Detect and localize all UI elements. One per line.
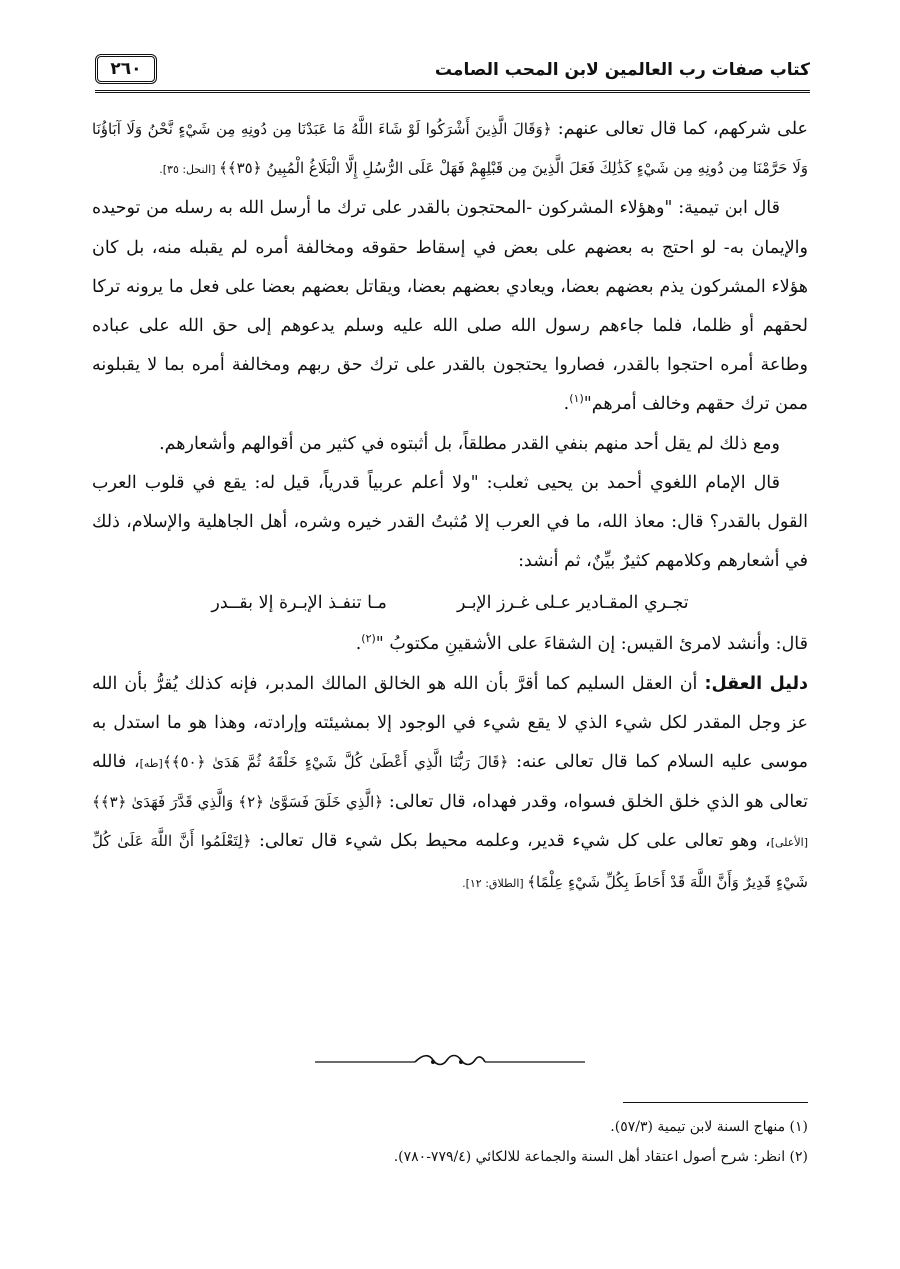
paragraph-rational-proof [92,665,808,903]
footnote-1: (١) منهاج السنة لابن تيمية (٥٧/٣). [610,1119,808,1135]
paragraph-imru-al-qays [92,625,808,664]
imru-al-qays-quote: قال: وأنشد لامرئ القيس: إن الشقاءَ على الأشقينِ مكتوبُ " [375,634,808,655]
quran-verse-ala: ﴿الَّذِي خَلَقَ فَسَوَّىٰ ﴿٢﴾ وَالَّذِي قَدَّرَ فَهَدَىٰ ﴿٣﴾﴾ [92,793,384,812]
poem-first-hemistich: تجـري المقـادير عـلى غـرز الإبـر [456,593,689,614]
main-text [92,110,808,903]
verse-reference-taha: [طه] [139,757,163,771]
paragraph-intro: على شركهم، كما قال تعالى عنهم: [551,119,808,139]
footnotes [92,1112,808,1172]
verse-reference-nahl: [النحل: ٣٥]. [159,163,220,177]
poem-verse [92,581,808,625]
quran-verse-taha: ﴿قَالَ رَبُّنَا الَّذِي أَعْطَىٰ كُلَّ شَيْءٍ خَلْقَهُ ثُمَّ هَدَىٰ ﴿٥٠﴾﴾ [162,753,509,772]
paragraph-no-denial: ومع ذلك لم يقل أحد منهم بنفي القدر مطلقاً، بل أثبتوه في كثير من أقوالهم وأشعارهم. [159,433,780,454]
ibn-taymiyyah-quote: قال ابن تيمية: "وهؤلاء المشركون -المحتجون بالقدر على ترك ما أرسل الله به رسله من توحيده والإيمان به- لو احتج به بعضهم على بعض في إسقاط حقوقه ومخالفة أمره لم يقبله منه، بل كان هؤلاء المشركون يذم بعضهم بعضا، ويعادي بعضهم بعضا، ويقاتل بعضهم بعضا على فعل ما يرونه تركا لحقهم أو ظلما، فلما جاءهم رسول الله صلى الله عليه وسلم يدعوهم إلى حق الله على عباده وطاعة أمره احتجوا بالقدر، فصاروا يحتجون بالقدر على ترك حق ربهم ومخالفة أمره بما لا يقبلونه ممن ترك حقهم وخالف أمرهم" [92,198,808,415]
paragraph-verse-nahl [92,110,808,189]
quran-verse-nahl: ﴿وَقَالَ الَّذِينَ أَشْرَكُوا لَوْ شَاءَ اللَّهُ مَا عَبَدْنَا مِن دُونِهِ مِن شَيْءٍ نَّحْنُ وَلَا آبَاؤُنَا وَلَا حَرَّمْنَا مِن دُونِهِ مِن شَيْءٍ كَذَٰلِكَ فَعَلَ الَّذِينَ مِن قَبْلِهِمْ فَهَلْ عَلَى الرُّسُلِ إِلَّا الْبَلَاغُ الْمُبِينُ ﴿٣٥﴾﴾ [92,120,808,178]
page-number: ٢٦٠ [95,54,157,84]
quote-end: . [355,634,362,655]
page-header [95,48,810,93]
verse-reference-talaq: [الطلاق: ١٢]. [462,876,528,890]
swirl-divider-icon [315,1050,585,1074]
paragraph-ibn-taymiyyah [92,189,808,424]
footnote-marker-1: (١) [569,392,584,406]
rational-proof-text-c: ، وهو تعالى على كل شيء قدير، وعلمه محيط بكل شيء قال تعالى: [251,831,771,852]
poem-second-hemistich: مـا تنفـذ الإبـرة إلا بقــدر [211,593,387,614]
rational-proof-label: دليل العقل: [704,673,808,694]
footnote-separator [623,1102,808,1103]
paragraph-thalab: قال الإمام اللغوي أحمد بن يحيى ثعلب: "ولا أعلم عربياً قدرياً، قيل له: يقع في قلوب العرب القول بالقدر؟ قال: معاذ الله، ما في العرب إلا مُثبتُ القدر خيره وشره، أهل الجاهلية والإسلام، ذلك في أشعارهم وكلامهم كثيرٌ بيِّنٌ، ثم أنشد: [92,472,808,572]
footnote-marker-2: (٢) [361,632,376,646]
verse-reference-ala: [الأعلى] [770,836,808,850]
rational-proof-text-b: ، فالله تعالى هو الذي خلق الخلق فسواه، وقدر فهداه، قال تعالى: [92,752,808,813]
footnote-2: (٢) انظر: شرح أصول اعتقاد أهل السنة والجماعة للالكائي (٧٧٩/٤-٧٨٠). [393,1149,808,1165]
quran-verse-talaq: ﴿لِتَعْلَمُوا أَنَّ اللَّهَ عَلَىٰ كُلِّ شَيْءٍ قَدِيرٌ وَأَنَّ اللَّهَ قَدْ أَحَاطَ بِكُلِّ شَيْءٍ عِلْمًا﴾ [92,832,808,891]
quote-end: . [563,394,570,415]
book-title: كتاب صفات رب العالمين لابن المحب الصامت [434,60,810,80]
rational-proof-text-a: أن العقل السليم كما أقرَّ بأن الله هو الخالق المالك المدبر، فإنه كذلك يُقرُّ بأن الله عز وجل المقدر لكل شيء الذي لا يقع شيء في الوجود إلا بمشيئته وإرادته، وهذا هو ما استدل به موسى عليه السلام كما قال تعالى عنه: [92,673,808,773]
